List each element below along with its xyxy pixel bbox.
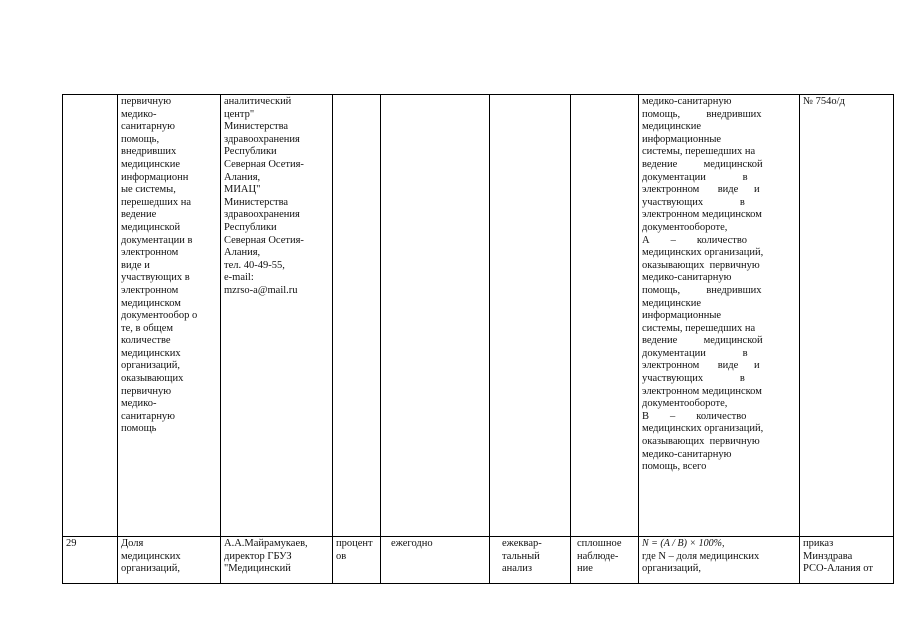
cell-calculation <box>639 95 800 537</box>
text-line: Министерства <box>224 121 289 133</box>
cell-reporting <box>490 95 571 537</box>
text-line: N = (A / B) × 100%, <box>642 538 725 549</box>
text-line: документации в <box>121 234 193 246</box>
text-line: медико- <box>121 108 157 120</box>
text-line: Северная Осетия- <box>224 234 304 246</box>
text-line: ые системы, <box>121 184 176 196</box>
text-line: Министерства <box>224 196 289 208</box>
cell-lines <box>803 96 891 109</box>
text-line: Алания, <box>224 247 261 259</box>
text-line: участвующих в <box>642 373 745 385</box>
text-line: информационн <box>121 171 189 183</box>
cell-lines <box>502 538 568 576</box>
text-line: электронном медицинском <box>642 385 762 397</box>
text-line: здравоохранения <box>224 209 300 221</box>
cell-responsible <box>221 95 333 537</box>
text-line: тел. 40-49-55, <box>224 259 285 271</box>
cell-method <box>571 537 639 584</box>
text-line: документообороте, <box>642 398 728 410</box>
text-line: помощь, всего <box>642 461 707 473</box>
text-line: перешедших на <box>121 196 191 208</box>
text-line: те, в общем <box>121 322 174 334</box>
text-line: аналитический <box>224 96 292 107</box>
text-line: Минздрава <box>803 550 853 562</box>
indicator-table <box>62 94 894 584</box>
cell-lines <box>642 96 797 474</box>
text-line: здравоохранения <box>224 133 300 145</box>
text-line: МИАЦ" <box>224 184 261 196</box>
text-line: ежегодно <box>391 538 433 549</box>
text-line: медицинском <box>121 297 181 309</box>
table-row <box>63 95 894 537</box>
text-line: медико-санитарную <box>642 272 732 284</box>
cell-periodicity <box>381 95 490 537</box>
table-row <box>63 537 894 584</box>
text-line: системы, перешедших на <box>642 146 756 158</box>
text-line: В – количество <box>642 410 747 422</box>
cell-lines <box>121 538 218 576</box>
text-line: участвующих в <box>121 272 190 284</box>
text-line: "Медицинский <box>224 563 291 575</box>
cell-indicator <box>118 537 221 584</box>
text-line: медицинских организаций, <box>642 247 764 259</box>
text-line: медицинские <box>642 121 702 133</box>
text-line: ведение медицинской <box>642 158 763 170</box>
text-line: Доля <box>121 538 144 549</box>
cell-unit <box>333 537 381 584</box>
cell-method <box>571 95 639 537</box>
cell-indicator <box>118 95 221 537</box>
cell-source <box>800 537 894 584</box>
text-line: организаций, <box>121 360 180 372</box>
text-line: Республики <box>224 146 277 158</box>
text-line: медицинских <box>121 347 181 359</box>
text-line: директор ГБУЗ <box>224 550 292 562</box>
text-line: системы, перешедших на <box>642 322 756 334</box>
cell-lines <box>391 538 487 551</box>
text-line: первичную <box>121 385 172 397</box>
text-line: помощь, <box>121 133 160 145</box>
text-line: № 754о/д <box>803 96 845 107</box>
cell-lines <box>803 538 891 576</box>
cell-lines <box>642 538 797 576</box>
cell-responsible <box>221 537 333 584</box>
text-line: количестве <box>121 335 171 347</box>
text-line: сплошное <box>577 538 622 549</box>
cell-number <box>63 95 118 537</box>
text-line: приказ <box>803 538 834 549</box>
text-line: электронном виде и <box>642 360 760 372</box>
text-line: медицинских организаций, <box>642 423 764 435</box>
text-line: медико-санитарную <box>642 448 732 460</box>
cell-lines <box>577 538 636 576</box>
text-line: помощь <box>121 423 157 435</box>
text-line: помощь, внедривших <box>642 284 762 296</box>
cell-lines <box>224 96 330 298</box>
text-line: документообор о <box>121 310 198 322</box>
text-line: ведение <box>121 209 157 221</box>
text-line: санитарную <box>121 410 176 422</box>
text-line: первичную <box>121 96 172 107</box>
text-line: процент <box>336 538 373 549</box>
text-line: РСО-Алания от <box>803 563 873 575</box>
text-line: Республики <box>224 221 277 233</box>
text-line: Северная Осетия- <box>224 158 304 170</box>
text-line: А.А.Майрамукаев, <box>224 538 308 549</box>
text-line: оказывающих <box>121 373 184 385</box>
text-line: наблюде- <box>577 550 619 562</box>
cell-number: 29 <box>63 537 118 584</box>
text-line: медико-санитарную <box>642 96 732 107</box>
cell-reporting <box>490 537 571 584</box>
text-line: Алания, <box>224 171 261 183</box>
text-line: ние <box>577 563 593 575</box>
text-line: тальный <box>502 550 540 562</box>
text-line: где N – доля медицинских <box>642 550 760 562</box>
text-line: ов <box>336 550 347 562</box>
cell-periodicity <box>381 537 490 584</box>
cell-unit <box>333 95 381 537</box>
cell-lines <box>336 538 378 563</box>
text-line: участвующих в <box>642 196 745 208</box>
text-line: mzrso-a@mail.ru <box>224 284 298 296</box>
text-line: медицинские <box>642 297 702 309</box>
text-line: оказывающих первичную <box>642 436 760 448</box>
text-line: электронном <box>121 284 179 296</box>
text-line: документообороте, <box>642 221 728 233</box>
cell-lines <box>224 538 330 576</box>
text-line: внедривших <box>121 146 177 158</box>
text-line: ежеквар- <box>502 538 542 549</box>
text-line: медицинской <box>121 221 181 233</box>
text-line: анализ <box>502 563 533 575</box>
text-line: организаций, <box>642 563 701 575</box>
text-line: документации в <box>642 347 748 359</box>
text-line: медицинских <box>121 550 181 562</box>
text-line: документации в <box>642 171 748 183</box>
text-line: организаций, <box>121 563 180 575</box>
text-line: электронном медицинском <box>642 209 762 221</box>
cell-source <box>800 95 894 537</box>
text-line: информационные <box>642 133 722 145</box>
text-line: ведение медицинской <box>642 335 763 347</box>
text-line: медицинские <box>121 158 181 170</box>
text-line: центр" <box>224 108 255 120</box>
text-line: информационные <box>642 310 722 322</box>
text-line: виде и <box>121 259 150 271</box>
text-line: А – количество <box>642 234 747 246</box>
text-line: медико- <box>121 398 157 410</box>
cell-lines <box>121 96 218 436</box>
text-line: электронном виде и <box>642 184 760 196</box>
text-line: электронном <box>121 247 179 259</box>
text-line: санитарную <box>121 121 176 133</box>
cell-calculation <box>639 537 800 584</box>
text-line: оказывающих первичную <box>642 259 760 271</box>
text-line: e-mail: <box>224 272 254 284</box>
text-line: помощь, внедривших <box>642 108 762 120</box>
